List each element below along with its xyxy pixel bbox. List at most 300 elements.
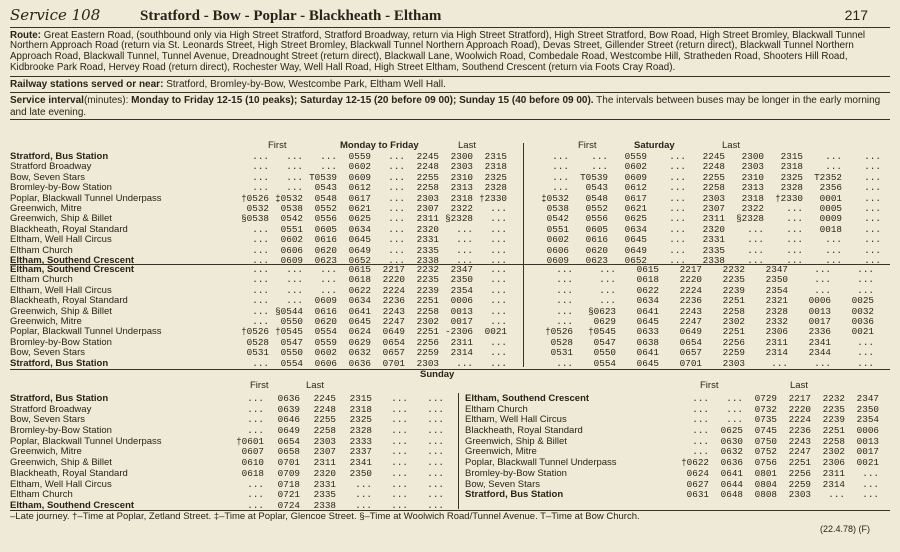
time-cell: 2338 <box>702 255 725 266</box>
time-cell: ... <box>490 255 507 266</box>
time-cell: ... <box>427 404 444 415</box>
time-cell: 0644 <box>720 479 743 490</box>
stop-name: Stratford Broadway <box>10 162 92 173</box>
time-cell: 0602 <box>314 348 337 359</box>
time-cell: 0531 <box>550 348 573 359</box>
stop-name: Eltham, Southend Crescent <box>10 255 135 266</box>
time-cell: 0618 <box>636 275 659 286</box>
time-cell: ... <box>669 152 686 162</box>
time-cell: 0649 <box>382 327 405 338</box>
time-cell: 0620 <box>585 245 608 256</box>
time-cell: 0636 <box>720 458 743 469</box>
time-cell: 2356 <box>819 183 842 194</box>
time-cell: ... <box>490 358 507 369</box>
time-cell: †0622 <box>681 458 709 469</box>
timetable-row <box>530 225 881 235</box>
stop-name: Eltham, Southend Crescent <box>10 265 135 275</box>
stop-name: Greenwich, Ship & Billet <box>10 458 112 469</box>
time-cell: 0543 <box>585 183 608 194</box>
time-cell: 2350 <box>765 275 788 286</box>
time-cell: ... <box>490 203 507 214</box>
time-cell: ... <box>391 436 408 447</box>
time-cell: ... <box>786 214 803 225</box>
edition-code: (22.4.78) (F) <box>819 524 870 534</box>
time-cell: 2303 <box>741 162 764 173</box>
sun-first-heading: First <box>250 380 269 391</box>
time-cell: 2259 <box>722 348 745 359</box>
time-cell: ... <box>247 426 264 437</box>
time-cell: 0646 <box>277 415 300 426</box>
time-cell: §0544 <box>275 306 303 317</box>
time-cell: ... <box>355 490 372 501</box>
stop-name: Bow, Seven Stars <box>10 415 85 426</box>
time-cell: 2235 <box>416 275 439 286</box>
time-cell: ... <box>247 500 264 511</box>
time-cell: 2235 <box>722 275 745 286</box>
northbound-sat <box>530 265 874 369</box>
stop-name: Bow, Seven Stars <box>10 348 85 359</box>
time-cell: 2307 <box>702 203 725 214</box>
time-cell: ... <box>252 296 269 307</box>
timetable-row <box>530 286 874 296</box>
interval-text2: The intervals between buses may be longer in the early morning and late evening. <box>10 95 881 118</box>
time-cell: 0543 <box>314 183 337 194</box>
time-cell: 0550 <box>593 348 616 359</box>
time-cell: 0735 <box>754 415 777 426</box>
time-cell: 0654 <box>277 436 300 447</box>
time-cell: ... <box>456 358 473 369</box>
time-cell: 0609 <box>546 255 569 266</box>
time-cell: ... <box>825 255 842 266</box>
timetable-row <box>10 204 507 214</box>
time-cell: ... <box>252 285 269 296</box>
time-cell: 0649 <box>679 327 702 338</box>
time-cell: ... <box>320 265 337 275</box>
time-cell: ... <box>692 415 709 426</box>
time-cell: 2314 <box>450 348 473 359</box>
time-cell: §0623 <box>588 306 616 317</box>
time-cell: 2318 <box>741 193 764 204</box>
time-cell: 0804 <box>754 479 777 490</box>
time-cell: 2224 <box>788 415 811 426</box>
timetable-row <box>530 152 881 162</box>
timetable-row <box>10 286 507 296</box>
timetable-row <box>10 173 507 183</box>
timetable-row <box>10 338 507 348</box>
time-cell: 2259 <box>788 479 811 490</box>
time-cell: 2328 <box>765 306 788 317</box>
time-cell: 0602 <box>348 162 371 173</box>
time-cell: ... <box>286 162 303 173</box>
timetable-page <box>10 7 890 537</box>
timetable-row <box>10 162 507 172</box>
time-cell: 0609 <box>314 296 337 307</box>
time-cell: 0607 <box>241 447 264 458</box>
time-cell: 2251 <box>416 296 439 307</box>
time-cell: 0709 <box>277 468 300 479</box>
time-cell: 0632 <box>720 447 743 458</box>
time-cell: ... <box>355 500 372 511</box>
time-cell: ‡0532 <box>541 193 569 204</box>
time-cell: 2335 <box>313 490 336 501</box>
time-cell: 2347 <box>765 265 788 275</box>
stop-name: Bow, Seven Stars <box>10 172 85 183</box>
time-cell: 0630 <box>720 436 743 447</box>
time-cell: 2338 <box>416 255 439 266</box>
time-cell: 2303 <box>702 193 725 204</box>
time-cell: †0601 <box>236 436 264 447</box>
timetable-row <box>10 348 507 358</box>
time-cell: 2306 <box>822 458 845 469</box>
time-cell: 2224 <box>679 285 702 296</box>
mf-heading: Monday to Friday <box>340 140 419 151</box>
time-cell: †0526 <box>241 327 269 338</box>
stop-name: Blackheath, Royal Standard <box>10 224 128 235</box>
time-cell: ... <box>252 275 269 286</box>
timetable-row <box>10 447 444 458</box>
stop-name: Stratford, Bus Station <box>465 490 564 501</box>
stop-name: Stratford Broadway <box>10 404 92 415</box>
timetable-row <box>465 480 879 491</box>
stop-name: Eltham Church <box>465 404 528 415</box>
time-cell: ... <box>726 394 743 404</box>
railway-stations <box>10 77 890 93</box>
time-cell: ... <box>427 479 444 490</box>
time-cell: ... <box>391 468 408 479</box>
time-cell: 2258 <box>702 183 725 194</box>
time-cell: 2325 <box>780 172 803 183</box>
stop-name: Poplar, Blackwall Tunnel Underpass <box>465 458 617 469</box>
time-cell: 0556 <box>314 214 337 225</box>
time-cell: 0616 <box>314 306 337 317</box>
time-cell: 0620 <box>314 316 337 327</box>
time-cell: ... <box>456 224 473 235</box>
time-cell: 2354 <box>765 285 788 296</box>
page-number: 217 <box>844 7 868 23</box>
time-cell: 2302 <box>722 316 745 327</box>
time-cell: 2256 <box>788 468 811 479</box>
time-cell: 2311 <box>450 337 473 348</box>
time-cell: 0636 <box>277 394 300 404</box>
time-cell: 2322 <box>741 203 764 214</box>
time-cell: ... <box>747 235 764 246</box>
time-cell: 0547 <box>593 337 616 348</box>
timetable-row <box>530 275 874 285</box>
time-cell: 0618 <box>348 275 371 286</box>
time-cell: ... <box>286 152 303 162</box>
timetable-row <box>530 307 874 317</box>
interval-text1: (minutes): <box>83 95 132 107</box>
time-cell: 0729 <box>754 394 777 404</box>
time-cell: 0623 <box>585 255 608 266</box>
time-cell: ... <box>862 490 879 501</box>
stop-name: Bromley-by-Bow Station <box>10 183 112 194</box>
time-cell: 2239 <box>822 415 845 426</box>
time-cell: 0559 <box>314 337 337 348</box>
time-cell: ... <box>825 152 842 162</box>
rail-text: Stratford, Bromley-by-Bow, Westcombe Park, Eltham Well Hall. <box>166 79 446 91</box>
time-cell: 0017 <box>450 316 473 327</box>
service-number: Service 108 <box>10 6 101 24</box>
time-cell: 2328 <box>780 183 803 194</box>
time-cell: 2315 <box>349 394 372 404</box>
time-cell: 0645 <box>348 316 371 327</box>
time-cell: 0649 <box>348 245 371 256</box>
time-cell: ... <box>388 224 405 235</box>
time-cell: 2248 <box>416 162 439 173</box>
time-cell: 0548 <box>585 193 608 204</box>
timetable-row <box>530 173 881 183</box>
time-cell: 2335 <box>702 245 725 256</box>
time-cell: 0641 <box>636 306 659 317</box>
time-cell: ... <box>286 285 303 296</box>
time-cell: ... <box>391 479 408 490</box>
time-cell: ... <box>247 404 264 415</box>
stop-name: Stratford, Bus Station <box>10 358 109 369</box>
time-cell: ... <box>388 235 405 246</box>
time-cell: 2313 <box>741 183 764 194</box>
time-cell: ... <box>391 426 408 437</box>
time-cell: 0001 <box>819 193 842 204</box>
time-cell: 2243 <box>788 436 811 447</box>
service-interval <box>10 93 890 119</box>
time-cell: 0005 <box>819 203 842 214</box>
timetable-row <box>10 246 507 256</box>
time-cell: 2220 <box>679 275 702 286</box>
time-cell: ... <box>490 275 507 286</box>
time-cell: §2328 <box>445 214 473 225</box>
time-cell: ... <box>669 245 686 256</box>
time-cell: ... <box>864 162 881 173</box>
time-cell: 2318 <box>450 193 473 204</box>
time-cell: 2239 <box>722 285 745 296</box>
time-cell: 2251 <box>722 327 745 338</box>
time-cell: ... <box>391 394 408 404</box>
time-cell: 2332 <box>765 316 788 327</box>
time-cell: ... <box>252 235 269 246</box>
time-cell: 0634 <box>348 224 371 235</box>
timetable-row <box>530 327 874 337</box>
timetable-row <box>10 235 507 245</box>
time-cell: ... <box>427 458 444 469</box>
time-cell: 2300 <box>450 152 473 162</box>
time-cell: ... <box>552 152 569 162</box>
time-cell: 0605 <box>585 224 608 235</box>
time-cell: 0724 <box>277 500 300 511</box>
time-cell: 0009 <box>819 214 842 225</box>
time-cell: T2352 <box>814 172 842 183</box>
time-cell: 2307 <box>416 203 439 214</box>
time-cell: 0701 <box>382 358 405 369</box>
time-cell: 2243 <box>382 306 405 317</box>
time-cell: ... <box>825 162 842 173</box>
time-cell: 0732 <box>754 404 777 415</box>
time-cell: ... <box>786 224 803 235</box>
time-cell: 2341 <box>349 458 372 469</box>
time-cell: 0645 <box>636 358 659 369</box>
time-cell: 0621 <box>624 203 647 214</box>
time-cell: ... <box>286 296 303 307</box>
time-cell: 0542 <box>546 214 569 225</box>
stop-name: Eltham Church <box>10 245 73 256</box>
time-cell: 2320 <box>416 224 439 235</box>
stop-name: Stratford, Bus Station <box>10 152 109 162</box>
timetable-row <box>10 469 444 480</box>
time-cell: 0018 <box>819 224 842 235</box>
time-cell: ... <box>388 162 405 173</box>
time-cell: 0752 <box>754 447 777 458</box>
time-cell: 0633 <box>636 327 659 338</box>
time-cell: 0551 <box>280 224 303 235</box>
time-cell: 2311 <box>702 214 725 225</box>
footnotes: –Late journey. †–Time at Poplar, Zetland Street. ‡–Time at Poplar, Glencoe Street. §–Time at Woolwich Road/Tunnel Avenue. T–Time at Bow Church. <box>10 511 640 522</box>
time-cell: -2306 <box>445 327 473 338</box>
time-cell: 2217 <box>788 394 811 404</box>
time-cell: 0657 <box>679 348 702 359</box>
time-cell: ... <box>286 183 303 194</box>
time-cell: 2307 <box>313 447 336 458</box>
time-cell: ... <box>247 479 264 490</box>
time-cell: ... <box>320 162 337 173</box>
time-cell: 2303 <box>416 193 439 204</box>
stop-name: Blackheath, Royal Standard <box>10 296 128 307</box>
time-cell: 0602 <box>546 235 569 246</box>
time-cell: ... <box>552 172 569 183</box>
time-cell: ... <box>388 245 405 256</box>
time-cell: ... <box>857 275 874 286</box>
timetable-row <box>530 348 874 358</box>
time-cell: 0609 <box>348 172 371 183</box>
time-cell: 0602 <box>280 235 303 246</box>
time-cell: 0624 <box>686 468 709 479</box>
time-cell: ... <box>692 404 709 415</box>
time-cell: ... <box>490 265 507 275</box>
time-cell: 0638 <box>636 337 659 348</box>
time-cell: 0621 <box>348 203 371 214</box>
southbound-mf <box>10 152 507 266</box>
time-cell: 2320 <box>702 224 725 235</box>
stop-name: Greenwich, Mitre <box>10 316 82 327</box>
time-cell: 0606 <box>280 245 303 256</box>
time-cell: ... <box>747 255 764 266</box>
time-cell: 2220 <box>382 275 405 286</box>
time-cell: T0539 <box>580 172 608 183</box>
time-cell: 2311 <box>765 337 788 348</box>
route-text: Great Eastern Road, (southbound only via High Street Stratford, Stratford Broadway, return via High Street Stratford), High Street Stratford, Bow Road, High Street Bromley, Blackwall Tunnel Northern Approach Road (return via St. Leonards Street, High Street Bromley, Blackwall Tunnel Northern Approach Road), Devas Street, Gillender Street (return direct), Blackwall Tunnel Northern Approach Road, Blackwall Tunnel, Tunnel Avenue, Dreadnought Street (return direct), Blackwall Lane, Woolwich Road, Combedale Road, Westcombe Hill, Stratheden Road, Shooters Hill Road, Kidbrooke Park Road, Hervey Road (return direct), Rochester Way, Well Hall Road, High Street Eltham, Southend Crescent (return via Foots Cray Road). <box>10 29 866 74</box>
time-cell: ... <box>864 235 881 246</box>
time-cell: ... <box>599 265 616 275</box>
time-cell: ... <box>427 415 444 426</box>
time-cell: ... <box>747 224 764 235</box>
stop-name: Eltham, Well Hall Circus <box>10 235 112 246</box>
time-cell: 2311 <box>313 458 336 469</box>
time-cell: 0617 <box>348 193 371 204</box>
time-cell: 0021 <box>856 458 879 469</box>
time-cell: 2248 <box>702 162 725 173</box>
time-cell: 0631 <box>686 490 709 501</box>
time-cell: 0701 <box>277 458 300 469</box>
time-cell: 2235 <box>822 404 845 415</box>
route-description <box>10 31 890 78</box>
timetable-row <box>10 317 507 327</box>
sun-first-heading-2: First <box>700 380 719 391</box>
time-cell: 2311 <box>416 214 439 225</box>
time-cell: 0629 <box>593 316 616 327</box>
stop-name: Bromley-by-Bow Station <box>10 426 112 437</box>
time-cell: ... <box>556 275 573 286</box>
time-cell: 2313 <box>450 183 473 194</box>
time-cell: ... <box>857 337 874 348</box>
time-cell: ... <box>247 490 264 501</box>
time-cell: ... <box>669 203 686 214</box>
time-cell: 0550 <box>280 316 303 327</box>
mf-first-heading: First <box>268 140 287 151</box>
time-cell: ... <box>669 255 686 266</box>
time-cell: ... <box>857 358 874 369</box>
stop-name: Greenwich, Mitre <box>465 447 537 458</box>
time-cell: ... <box>490 245 507 256</box>
time-cell: 0559 <box>624 152 647 162</box>
time-cell: 2350 <box>349 468 372 479</box>
time-cell: 0657 <box>382 348 405 359</box>
time-cell: 0550 <box>280 348 303 359</box>
time-cell: 2341 <box>808 337 831 348</box>
time-cell: ... <box>864 203 881 214</box>
southbound-sat <box>530 152 881 266</box>
time-cell: 2303 <box>450 162 473 173</box>
time-cell: ... <box>692 436 709 447</box>
timetable-row <box>465 415 879 426</box>
timetable-row <box>10 405 444 416</box>
time-cell: 2247 <box>679 316 702 327</box>
time-cell: ... <box>786 235 803 246</box>
timetable-row <box>10 152 507 162</box>
time-cell: 0648 <box>720 490 743 501</box>
time-cell: ... <box>669 162 686 173</box>
time-cell: 0032 <box>851 306 874 317</box>
time-cell: ... <box>427 447 444 458</box>
time-cell: 0627 <box>686 479 709 490</box>
time-cell: ... <box>556 306 573 317</box>
time-cell: 0556 <box>585 214 608 225</box>
time-cell: 2331 <box>313 479 336 490</box>
timetable-row <box>530 214 881 224</box>
stop-name: Blackheath, Royal Standard <box>465 426 583 437</box>
timetable-row <box>465 458 879 469</box>
time-cell: 2310 <box>741 172 764 183</box>
sat-last-heading: Last <box>722 140 740 151</box>
stop-name: Greenwich, Ship & Billet <box>10 214 112 225</box>
time-cell: 0652 <box>624 255 647 266</box>
time-cell: 2311 <box>822 468 845 479</box>
time-cell: 0615 <box>636 265 659 275</box>
time-cell: 0645 <box>636 316 659 327</box>
time-cell: 0021 <box>851 327 874 338</box>
time-cell: 2318 <box>484 162 507 173</box>
interval-main: Monday to Friday 12-15 (10 peaks); Saturday 12-15 (20 before 09 00); Sunday 15 (40 before 09 00). <box>131 95 594 107</box>
time-cell: 0634 <box>624 224 647 235</box>
time-cell: 2337 <box>349 447 372 458</box>
time-cell: 0639 <box>277 404 300 415</box>
timetable-row <box>465 447 879 458</box>
time-cell: ... <box>355 479 372 490</box>
time-cell: ... <box>388 214 405 225</box>
time-cell: 0615 <box>348 265 371 275</box>
time-cell: ... <box>252 265 269 275</box>
time-cell: 0551 <box>546 224 569 235</box>
time-cell: 2314 <box>822 479 845 490</box>
time-cell: 2315 <box>780 152 803 162</box>
